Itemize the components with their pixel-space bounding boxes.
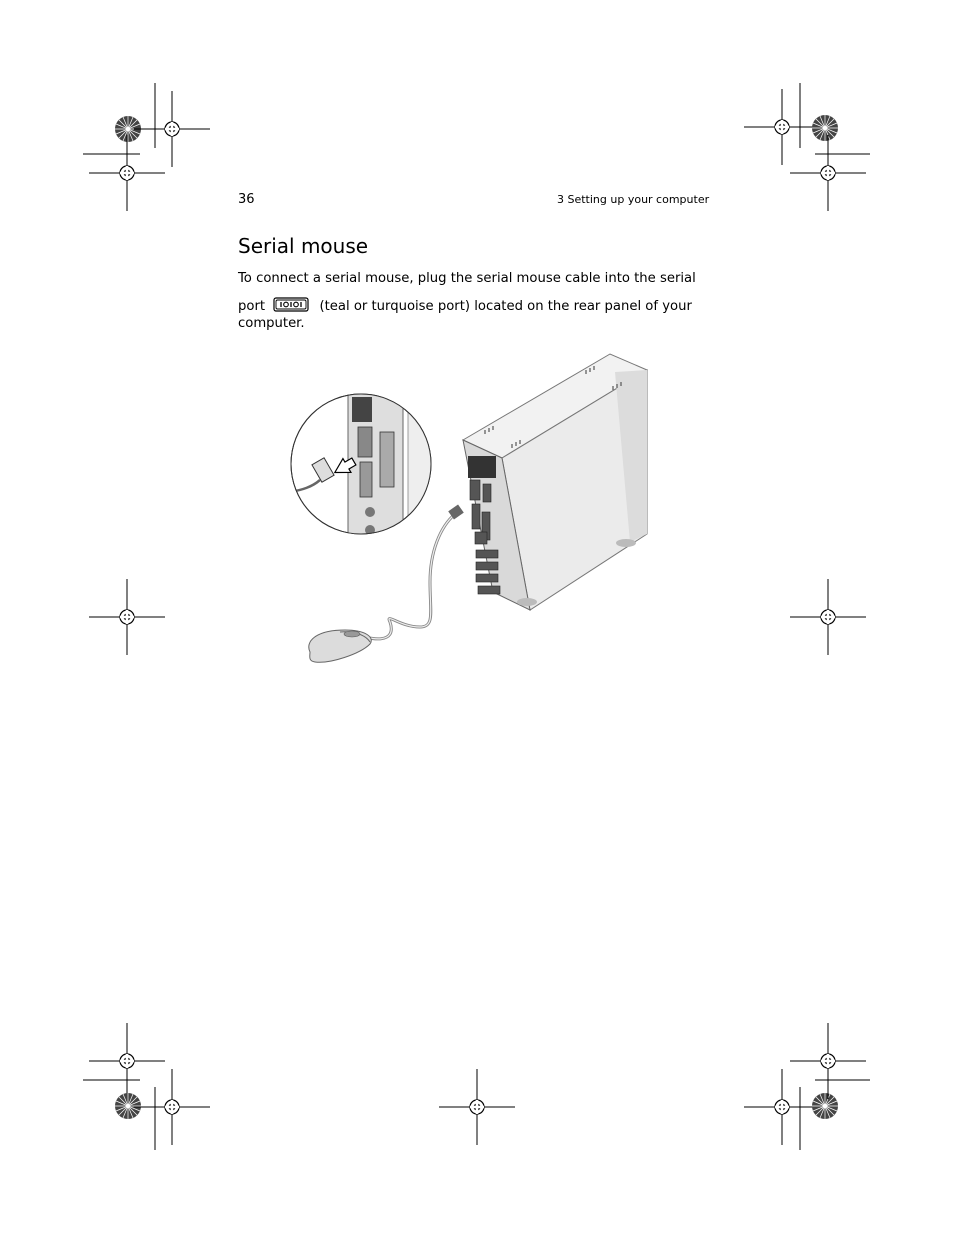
serial-port-icon xyxy=(273,297,309,313)
registration-crosshair-icon xyxy=(89,579,165,655)
registration-crosshair-icon xyxy=(89,135,165,211)
registration-crosshair-icon xyxy=(439,1069,515,1145)
mouse-cable xyxy=(365,514,455,639)
registration-crosshair-icon xyxy=(134,1069,210,1145)
paragraph-line: computer. xyxy=(238,316,305,331)
registration-crosshair-icon xyxy=(744,89,820,165)
registration-crosshair-icon xyxy=(790,579,866,655)
section-title: Serial mouse xyxy=(238,234,369,258)
paragraph-text: port xyxy=(238,299,266,314)
magnified-port-inset xyxy=(290,392,438,542)
paragraph-line: To connect a serial mouse, plug the serial mouse cable into the serial xyxy=(238,271,696,286)
running-header: 3 Setting up your computer xyxy=(557,193,710,206)
registration-crosshair-icon xyxy=(790,135,866,211)
registration-crosshair-icon xyxy=(790,1023,866,1099)
serial-mouse-connection-illustration xyxy=(290,352,660,672)
star-target-icon xyxy=(812,115,838,141)
page-number: 36 xyxy=(238,192,255,207)
registration-crosshair-icon xyxy=(744,1069,820,1145)
mouse xyxy=(309,630,372,662)
star-target-icon xyxy=(115,1093,141,1119)
registration-crosshair-icon xyxy=(89,1023,165,1099)
star-target-icon xyxy=(812,1093,838,1119)
paragraph-line xyxy=(238,297,692,315)
paragraph-text: (teal or turquoise port) located on the rear panel of your xyxy=(319,299,692,314)
registration-crosshair-icon xyxy=(134,91,210,167)
tower-computer xyxy=(463,354,647,610)
